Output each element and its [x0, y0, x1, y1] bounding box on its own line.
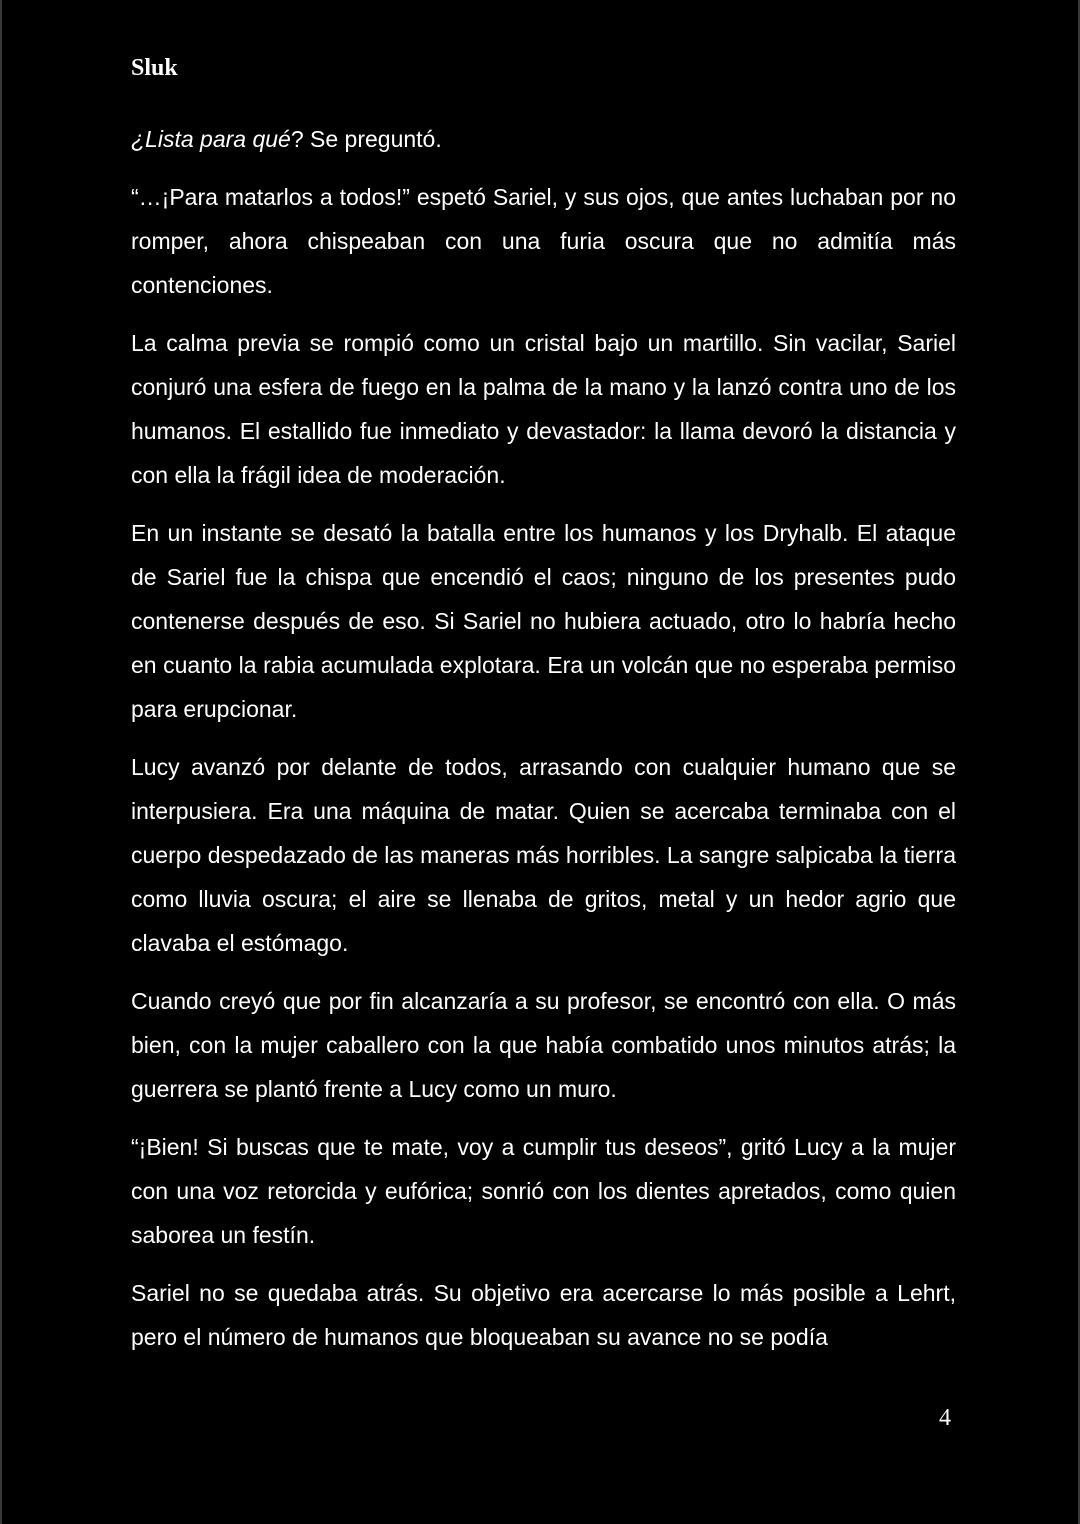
body-text [131, 117, 956, 1359]
page-number: 4 [939, 1405, 951, 1431]
paragraph: Sariel no se quedaba atrás. Su objetivo era acercarse lo más posible a Lehrt, pero el número de humanos que bloqueaban su avance no se podía [131, 1280, 956, 1350]
paragraph: “…¡Para matarlos a todos!” espetó Sariel, y sus ojos, que antes luchaban por no romper, ahora chispeaban con una furia oscura que no admitía más contenciones. [131, 184, 956, 298]
paragraph: En un instante se desató la batalla entre los humanos y los Dryhalb. El ataque de Sariel fue la chispa que encendió el caos; ninguno de los presentes pudo contenerse después de eso. Si Sariel no hubiera actuado, otro lo habría hecho en cuanto la rabia acumulada explotara. Era un volcán que no esperaba permiso para erupcionar. [131, 520, 956, 722]
paragraph: “¡Bien! Si buscas que te mate, voy a cumplir tus deseos”, gritó Lucy a la mujer con una voz retorcida y eufórica; sonrió con los dientes apretados, como quien saborea un festín. [131, 1134, 956, 1248]
running-header: Sluk [131, 55, 178, 81]
italic-phrase: ¿Lista para qué [131, 126, 291, 152]
paragraph: Lucy avanzó por delante de todos, arrasando con cualquier humano que se interpusiera. Era una máquina de matar. Quien se acercaba terminaba con el cuerpo despedazado de las maneras más horribles. La sangre salpicaba la tierra como lluvia oscura; el aire se llenaba de gritos, metal y un hedor agrio que clavaba el estómago. [131, 754, 956, 956]
paragraph: Cuando creyó que por fin alcanzaría a su profesor, se encontró con ella. O más bien, con la mujer caballero con la que había combatido unos minutos atrás; la guerrera se plantó frente a Lucy como un muro. [131, 988, 956, 1102]
paragraph [131, 117, 956, 161]
paragraph-text: ? Se preguntó. [290, 126, 442, 152]
paragraph: La calma previa se rompió como un cristal bajo un martillo. Sin vacilar, Sariel conjuró una esfera de fuego en la palma de la mano y la lanzó contra uno de los humanos. El estallido fue inmediato y devastador: la llama devoró la distancia y con ella la frágil idea de moderación. [131, 330, 956, 488]
